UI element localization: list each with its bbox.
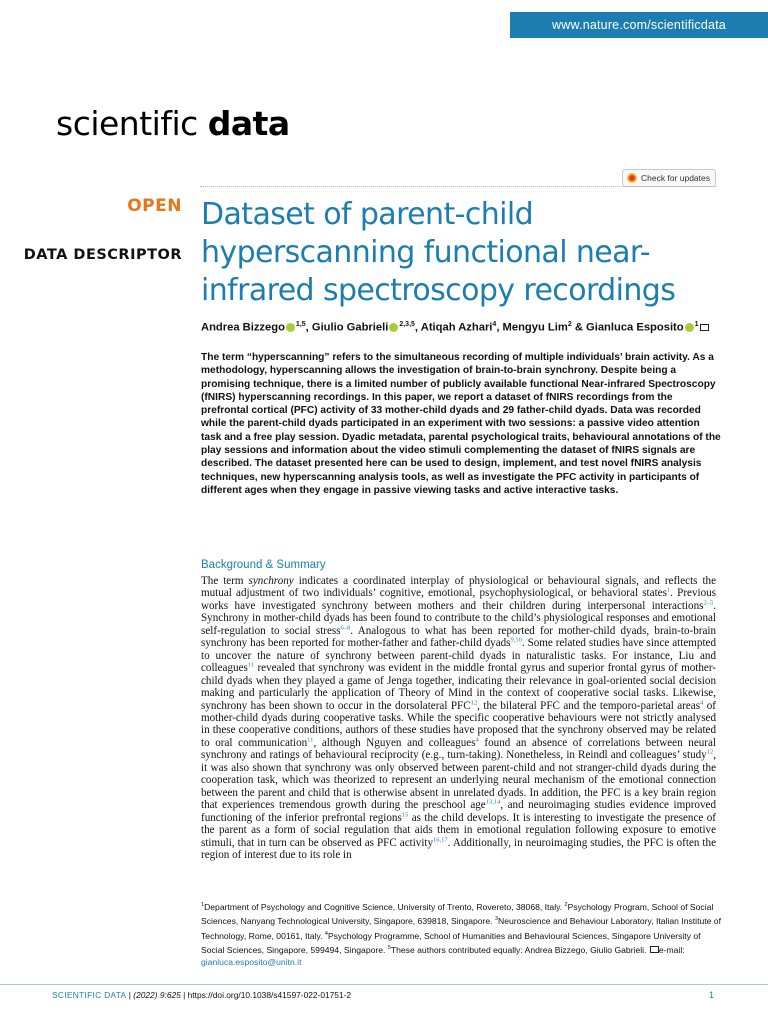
- open-access-label: OPEN: [127, 196, 182, 216]
- email-label: e-mail:: [658, 944, 685, 955]
- affil-text: Psychology Programme, School of Humanities and Behavioural Sciences, Singapore University of Social Sciences, Singapore, 599494, Singapore.: [201, 930, 701, 955]
- citation-ref[interactable]: 11: [307, 736, 314, 744]
- citation-ref[interactable]: 13,14: [485, 798, 501, 806]
- body-text-run: revealed that synchrony was evident in the middle frontal gyrus and superior frontal gyrus of mother-child dyads when they played a game of Jenga together, indicating their relevance in goal-oriented social decision making and particularly the application of Theory of Mind in the context of cooperative social tasks. Likewise, synchrony has been shown to occur in the dorsolateral PFC: [201, 662, 716, 712]
- body-text-run: of mother-child dyads during cooperative tasks. While the specific cooperative behaviours were not strictly analysed in these cooperative conditions, authors of these studies have proposed that the synchrony observed may be related to oral communication: [201, 699, 716, 749]
- body-text-run: . Some related studies have since attempted to uncover the nature of synchrony between parent-child dyads in naturalistic tasks. For instance, Liu and colleagues: [201, 637, 716, 675]
- citation-ref[interactable]: 6–8: [340, 624, 351, 632]
- affil-text: Department of Psychology and Cognitive Science, University of Trento, Rovereto, 38068, Italy.: [204, 901, 565, 912]
- affil-text: Psychology Program, School of Social Sciences, Nanyang Technological University, Singapore, 639818, Singapore.: [201, 901, 714, 927]
- journal-url[interactable]: www.nature.com/scientificdata: [510, 12, 768, 38]
- author-name[interactable]: Andrea Bizzego: [201, 321, 285, 334]
- citation-ref[interactable]: 12: [706, 748, 714, 756]
- author-affil-sup: 2,3,5: [399, 321, 415, 328]
- author-affil-sup: 4: [492, 321, 497, 328]
- abstract: The term “hyperscanning” refers to the simultaneous recording of multiple individuals’ brain activity. As a methodology, hyperscanning allows the investigation of brain-to-brain synchrony. Despite being a promising technique, there is a limited number of publicly available functional Near-infrared Spectroscopy (fNIRS) hyperscanning recordings. In this paper, we report a dataset of fNIRS recordings from the prefrontal cortical (PFC) activity of 33 mother-child dyads and 29 father-child dyads. Data was recorded while the parent-child dyads participated in an experiment with two sessions: a passive video attention task and a free play session. Dyadic metadata, parental psychological traits, behavioural annotations of the play sessions and information about the video stimuli complementing the dataset of fNIRS signals are described. The dataset presented here can be used to design, implement, and test novel fNIRS analysis techniques, new hyperscanning analysis tools, as well as investigate the PFC activity in participants of different ages when they engage in passive viewing tasks and active interactive tasks.: [201, 352, 721, 496]
- citation-ref[interactable]: 16,17: [433, 835, 448, 843]
- dotted-divider: [200, 186, 716, 187]
- check-updates-label: Check for updates: [641, 173, 710, 183]
- author-list: [201, 321, 709, 334]
- check-updates-button[interactable]: [622, 169, 716, 187]
- citation-ref[interactable]: 9,10: [510, 636, 522, 644]
- author-affil-sup: 1,5: [295, 321, 306, 328]
- body-text-run: . Previous works have investigated synchrony between mothers and their children during interpersonal interactions: [201, 587, 716, 612]
- orcid-icon[interactable]: [389, 323, 398, 332]
- affiliations: [201, 899, 721, 969]
- citation-ref[interactable]: 4: [700, 698, 704, 706]
- author-separator: ,: [414, 321, 421, 334]
- footer: [52, 990, 351, 1000]
- body-text-run: , and neuroimaging studies evidence improved functioning of the inferior prefrontal regions: [201, 799, 716, 824]
- affil-sup: 2: [564, 902, 568, 908]
- section-heading: Background & Summary: [201, 559, 326, 571]
- citation-ref[interactable]: 11: [247, 661, 255, 669]
- body-text-run: , it was also shown that synchrony was only observed between parent-child and not stranger-child dyads during the cooperation task, which was theorized to represent an underlying neural mechanism of the emotional connection between the parent and child that is otherwise absent in unrelated dyads. In addition, the PFC is a key brain region that experiences tremendous growth during the preschool age: [201, 749, 716, 812]
- author-name[interactable]: Giulio Gabrieli: [311, 321, 389, 334]
- citation-ref[interactable]: 1: [666, 586, 671, 594]
- affil-sup: 5: [387, 945, 391, 952]
- affil-text: Neuroscience and Behaviour Laboratory, Italian Institute of Technology, Rome, 00161, Italy.: [201, 916, 721, 941]
- footer-sep: |: [126, 990, 134, 1000]
- orcid-icon[interactable]: [286, 323, 295, 332]
- page-number: 1: [708, 990, 714, 1000]
- body-text-run: . Additionally, in neuroimaging studies, the PFC is often the region of interest due to its role in: [201, 836, 716, 861]
- journal-brand: [56, 104, 290, 143]
- footer-doi[interactable]: | https://doi.org/10.1038/s41597-022-01751-2: [180, 990, 352, 1000]
- email-icon[interactable]: [700, 324, 709, 331]
- email-link[interactable]: gianluca.esposito@unitn.it: [201, 957, 302, 968]
- emphasis-text: synchrony: [248, 575, 294, 587]
- affil-sup: 3: [494, 916, 499, 923]
- body-text-run: found an absence of correlations between neural synchrony and ratings of behavioural reciprocity (e.g., turn-taking). Nonetheless, in Reindl and colleagues’ study: [201, 736, 716, 762]
- body-text-run: The term: [201, 575, 249, 587]
- author-affil-sup: 2: [567, 321, 572, 328]
- body-text-run: . Synchrony in mother-child dyads has been found to contribute to the child’s physiological responses and emotional self-regulation to social stress: [201, 599, 716, 637]
- body-text-run: as the child develops. It is interesting to investigate the presence of the parent as a form of social regulation that aids them in emotional regulation following exposure to emotive stimuli, that in turn can be observed as PFC activity: [201, 811, 716, 849]
- body-text-run: , although Nguyen and colleagues: [313, 736, 476, 749]
- affil-sup: 4: [324, 930, 328, 937]
- article-type-label: DATA DESCRIPTOR: [23, 247, 182, 263]
- body-text-run: . Analogous to what has been reported for mother-child dyads, brain-to-brain synchrony has been reported for mother-father and father-child dyads: [201, 624, 716, 650]
- citation-ref[interactable]: 2–5: [703, 599, 714, 607]
- crossmark-icon: [627, 173, 637, 183]
- brand-bold: data: [207, 104, 290, 143]
- author-name[interactable]: Atiqah Azhari: [420, 321, 493, 334]
- affil-sup: 1: [201, 902, 205, 908]
- body-paragraph: [201, 575, 716, 861]
- body-text-run: indicates a coordinated interplay of physiological or behavioural signals, and reflects the mutual adjustment of two individuals’ cognitive, emotional, psychophysiological, or behavioral states: [201, 575, 716, 600]
- brand-light: scientific: [56, 104, 208, 143]
- footer-journal: SCIENTIFIC DATA: [52, 990, 127, 1000]
- citation-ref[interactable]: 4: [475, 736, 479, 744]
- body-text-run: , the bilateral PFC and the temporo-parietal areas: [477, 699, 701, 712]
- article-title: Dataset of parent-child hyperscanning functional near-infrared spectroscopy recordings: [201, 197, 676, 308]
- affil-text: These authors contributed equally: Andrea Bizzego, Giulio Gabrieli.: [390, 944, 649, 955]
- footer-citation: (2022) 9:625: [133, 990, 181, 1000]
- citation-ref[interactable]: 15: [401, 810, 409, 818]
- author-name[interactable]: Mengyu Lim: [502, 321, 568, 334]
- author-separator: ,: [305, 321, 312, 334]
- footer-divider: [0, 984, 768, 985]
- author-separator: ,: [496, 321, 503, 334]
- orcid-icon[interactable]: [685, 323, 694, 332]
- citation-ref[interactable]: 12: [470, 698, 478, 706]
- author-affil-sup: 1: [694, 321, 699, 328]
- email-icon: [650, 946, 659, 953]
- author-separator: &: [571, 321, 587, 334]
- author-name[interactable]: Gianluca Esposito: [586, 321, 684, 334]
